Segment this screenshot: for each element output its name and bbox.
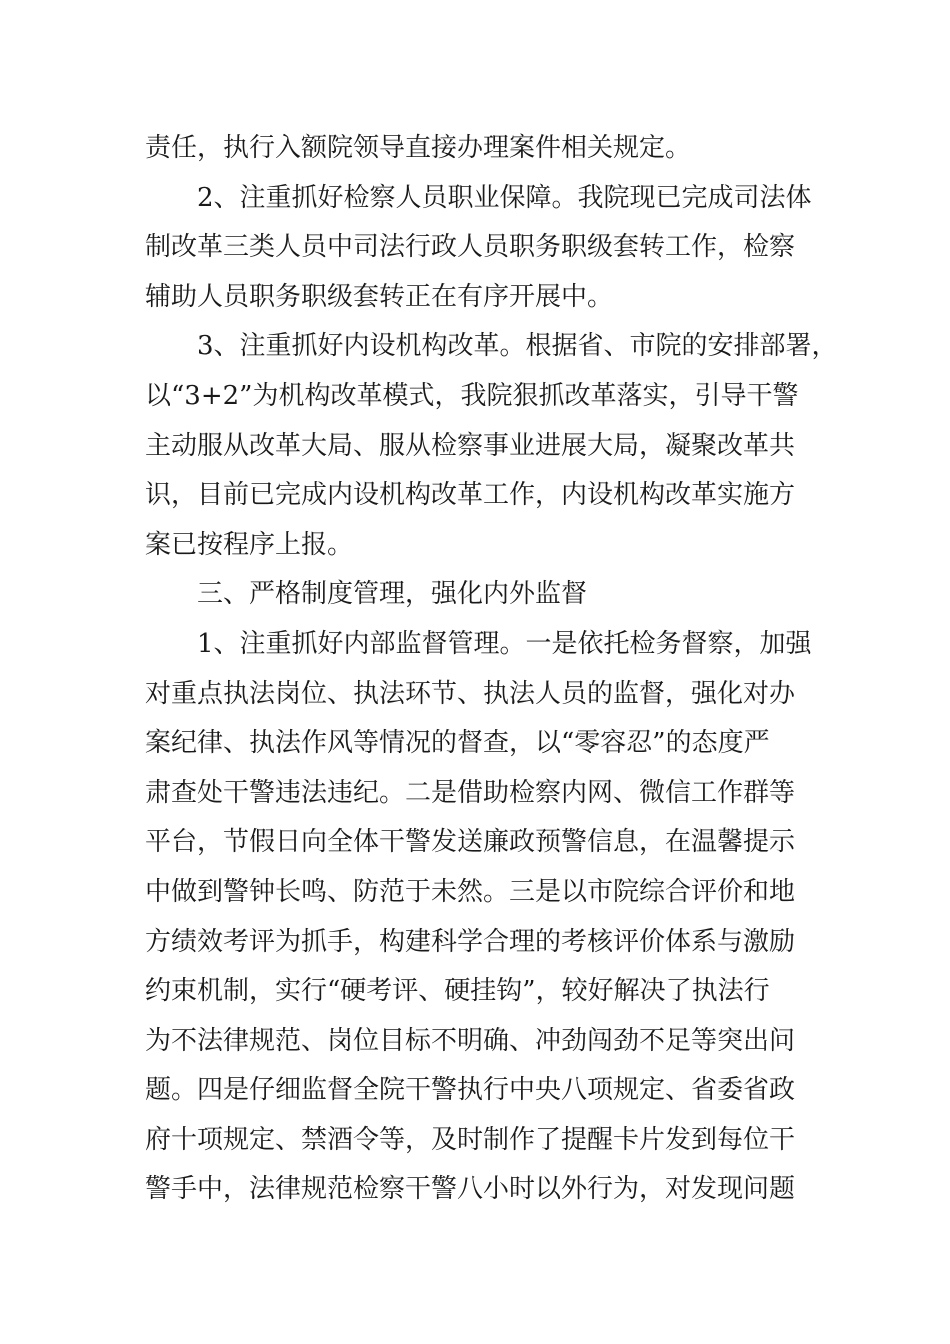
text-line: 主动服从改革大局、服从检察事业进展大局，凝聚改革共 <box>145 430 796 461</box>
text-line: 平台，节假日向全体干警发送廉政预警信息，在温馨提示 <box>145 827 796 858</box>
text-line: 责任，执行入额院领导直接办理案件相关规定。 <box>145 133 692 163</box>
text-line: 警手中，法律规范检察干警八小时以外行为，对发现问题 <box>145 1174 796 1205</box>
text-line: 以“3+2”为机构改革模式，我院狠抓改革落实，引导干警 <box>145 380 799 411</box>
text-line: 方绩效考评为抓手，构建科学合理的考核评价体系与激励 <box>145 926 796 957</box>
text-line: 题。四是仔细监督全院干警执行中央八项规定、省委省政 <box>145 1075 796 1106</box>
text-line: 府十项规定、禁酒令等，及时制作了提醒卡片发到每位干 <box>145 1124 796 1155</box>
text-line: 肃查处干警违法违纪。二是借助检察内网、微信工作群等 <box>145 777 796 808</box>
text-line: 对重点执法岗位、执法环节、执法人员的监督，强化对办 <box>145 678 796 709</box>
text-line: 辅助人员职务职级套转正在有序开展中。 <box>145 281 614 312</box>
paragraph-1-start: 1、注重抓好内部监督管理。一是依托检务督察，加强 <box>197 628 812 659</box>
section-heading: 三、严格制度管理，强化内外监督 <box>197 579 588 610</box>
text-line: 中做到警钟长鸣、防范于未然。三是以市院综合评价和地 <box>145 876 796 907</box>
paragraph-3-start: 3、注重抓好内设机构改革。根据省、市院的安排部署， <box>197 331 838 362</box>
text-line: 识，目前已完成内设机构改革工作，内设机构改革实施方 <box>145 480 796 511</box>
text-line: 约束机制，实行“硬考评、硬挂钩”，较好解决了执法行 <box>145 976 770 1007</box>
document-body <box>145 124 838 1215</box>
text-line: 案纪律、执法作风等情况的督查，以“零容忍”的态度严 <box>145 728 770 759</box>
text-line: 案已按程序上报。 <box>145 529 354 560</box>
text-line: 为不法律规范、岗位目标不明确、冲劲闯劲不足等突出问 <box>145 1025 796 1056</box>
text-line: 制改革三类人员中司法行政人员职务职级套转工作，检察 <box>145 232 796 263</box>
paragraph-2-start: 2、注重抓好检察人员职业保障。我院现已完成司法体 <box>197 182 812 213</box>
